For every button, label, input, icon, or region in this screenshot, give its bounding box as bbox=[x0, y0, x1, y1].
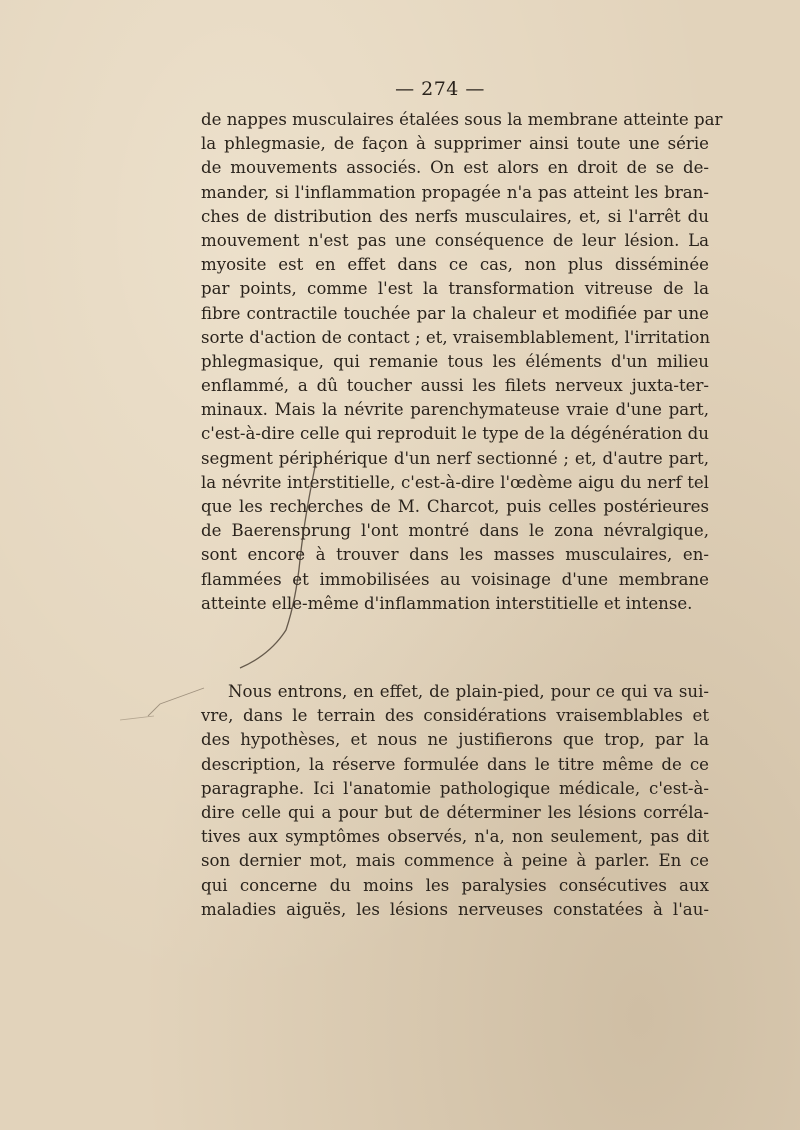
text-line: sorte d'action de contact ; et, vraisemblablement, l'irritation bbox=[201, 327, 711, 347]
text-line: par points, comme l'est la transformation vitreuse de la bbox=[201, 279, 709, 299]
text-line: vre, dans le terrain des considérations vraisemblables et bbox=[201, 706, 709, 726]
text-line: qui concerne du moins les paralysies consécutives aux bbox=[201, 875, 709, 895]
text-line: minaux. Mais la névrite parenchymateuse vraie d'une part, bbox=[201, 400, 709, 420]
text-line: Nous entrons, en effet, de plain-pied, pour ce qui va sui- bbox=[228, 682, 709, 701]
text-line: sont encore à trouver dans les masses musculaires, en- bbox=[201, 545, 709, 565]
crease-line bbox=[240, 462, 316, 668]
text-line: que les recherches de M. Charcot, puis celles postérieures bbox=[201, 497, 709, 516]
text-line: maladies aiguës, les lésions nerveuses constatées à l'au- bbox=[201, 899, 709, 919]
page-number: — 274 — bbox=[395, 78, 485, 100]
text-line: dire celle qui a pour but de déterminer les lésions corréla- bbox=[201, 802, 709, 822]
text-line: myosite est en effet dans ce cas, non plus disséminée bbox=[201, 255, 709, 275]
text-line: son dernier mot, mais commence à peine à parler. En ce bbox=[201, 851, 709, 871]
text-line: enflammé, a dû toucher aussi les filets nerveux juxta-ter- bbox=[201, 376, 709, 396]
text-line: fibre contractile touchée par la chaleur et modifiée par une bbox=[201, 303, 709, 323]
text-line: de mouvements associés. On est alors en droit de se de- bbox=[201, 158, 709, 178]
text-line: la névrite interstitielle, c'est-à-dire l'œdème aigu du nerf tel bbox=[201, 472, 709, 492]
text-line: la phlegmasie, de façon à supprimer ainsi toute une série bbox=[201, 134, 709, 154]
text-line: tives aux symptômes observés, n'a, non seulement, pas dit bbox=[201, 827, 709, 847]
text-line: paragraphe. Ici l'anatomie pathologique médicale, c'est-à- bbox=[201, 778, 709, 798]
text-line: ches de distribution des nerfs musculaires, et, si l'arrêt du bbox=[201, 206, 709, 226]
text-line: de nappes musculaires étalées sous la membrane atteinte par bbox=[201, 110, 723, 129]
crease-line bbox=[120, 716, 154, 720]
text-line: de Baerensprung l'ont montré dans le zona névralgique, bbox=[201, 521, 709, 541]
text-line: phlegmasique, qui remanie tous les éléments d'un milieu bbox=[201, 351, 709, 371]
crease-line bbox=[148, 688, 204, 716]
text-line: c'est-à-dire celle qui reproduit le type de la dégénération du bbox=[201, 424, 709, 444]
text-line: des hypothèses, et nous ne justifierons que trop, par la bbox=[201, 730, 709, 750]
text-line: description, la réserve formulée dans le titre même de ce bbox=[201, 754, 709, 774]
text-line: atteinte elle-même d'inflammation interstitielle et intense. bbox=[201, 593, 693, 613]
text-line: mander, si l'inflammation propagée n'a pas atteint les bran- bbox=[201, 182, 709, 202]
text-line: mouvement n'est pas une conséquence de leur lésion. La bbox=[201, 230, 709, 250]
text-line: segment périphérique d'un nerf sectionné ; et, d'autre part, bbox=[201, 448, 709, 468]
text-line: flammées et immobilisées au voisinage d'une membrane bbox=[201, 569, 709, 589]
